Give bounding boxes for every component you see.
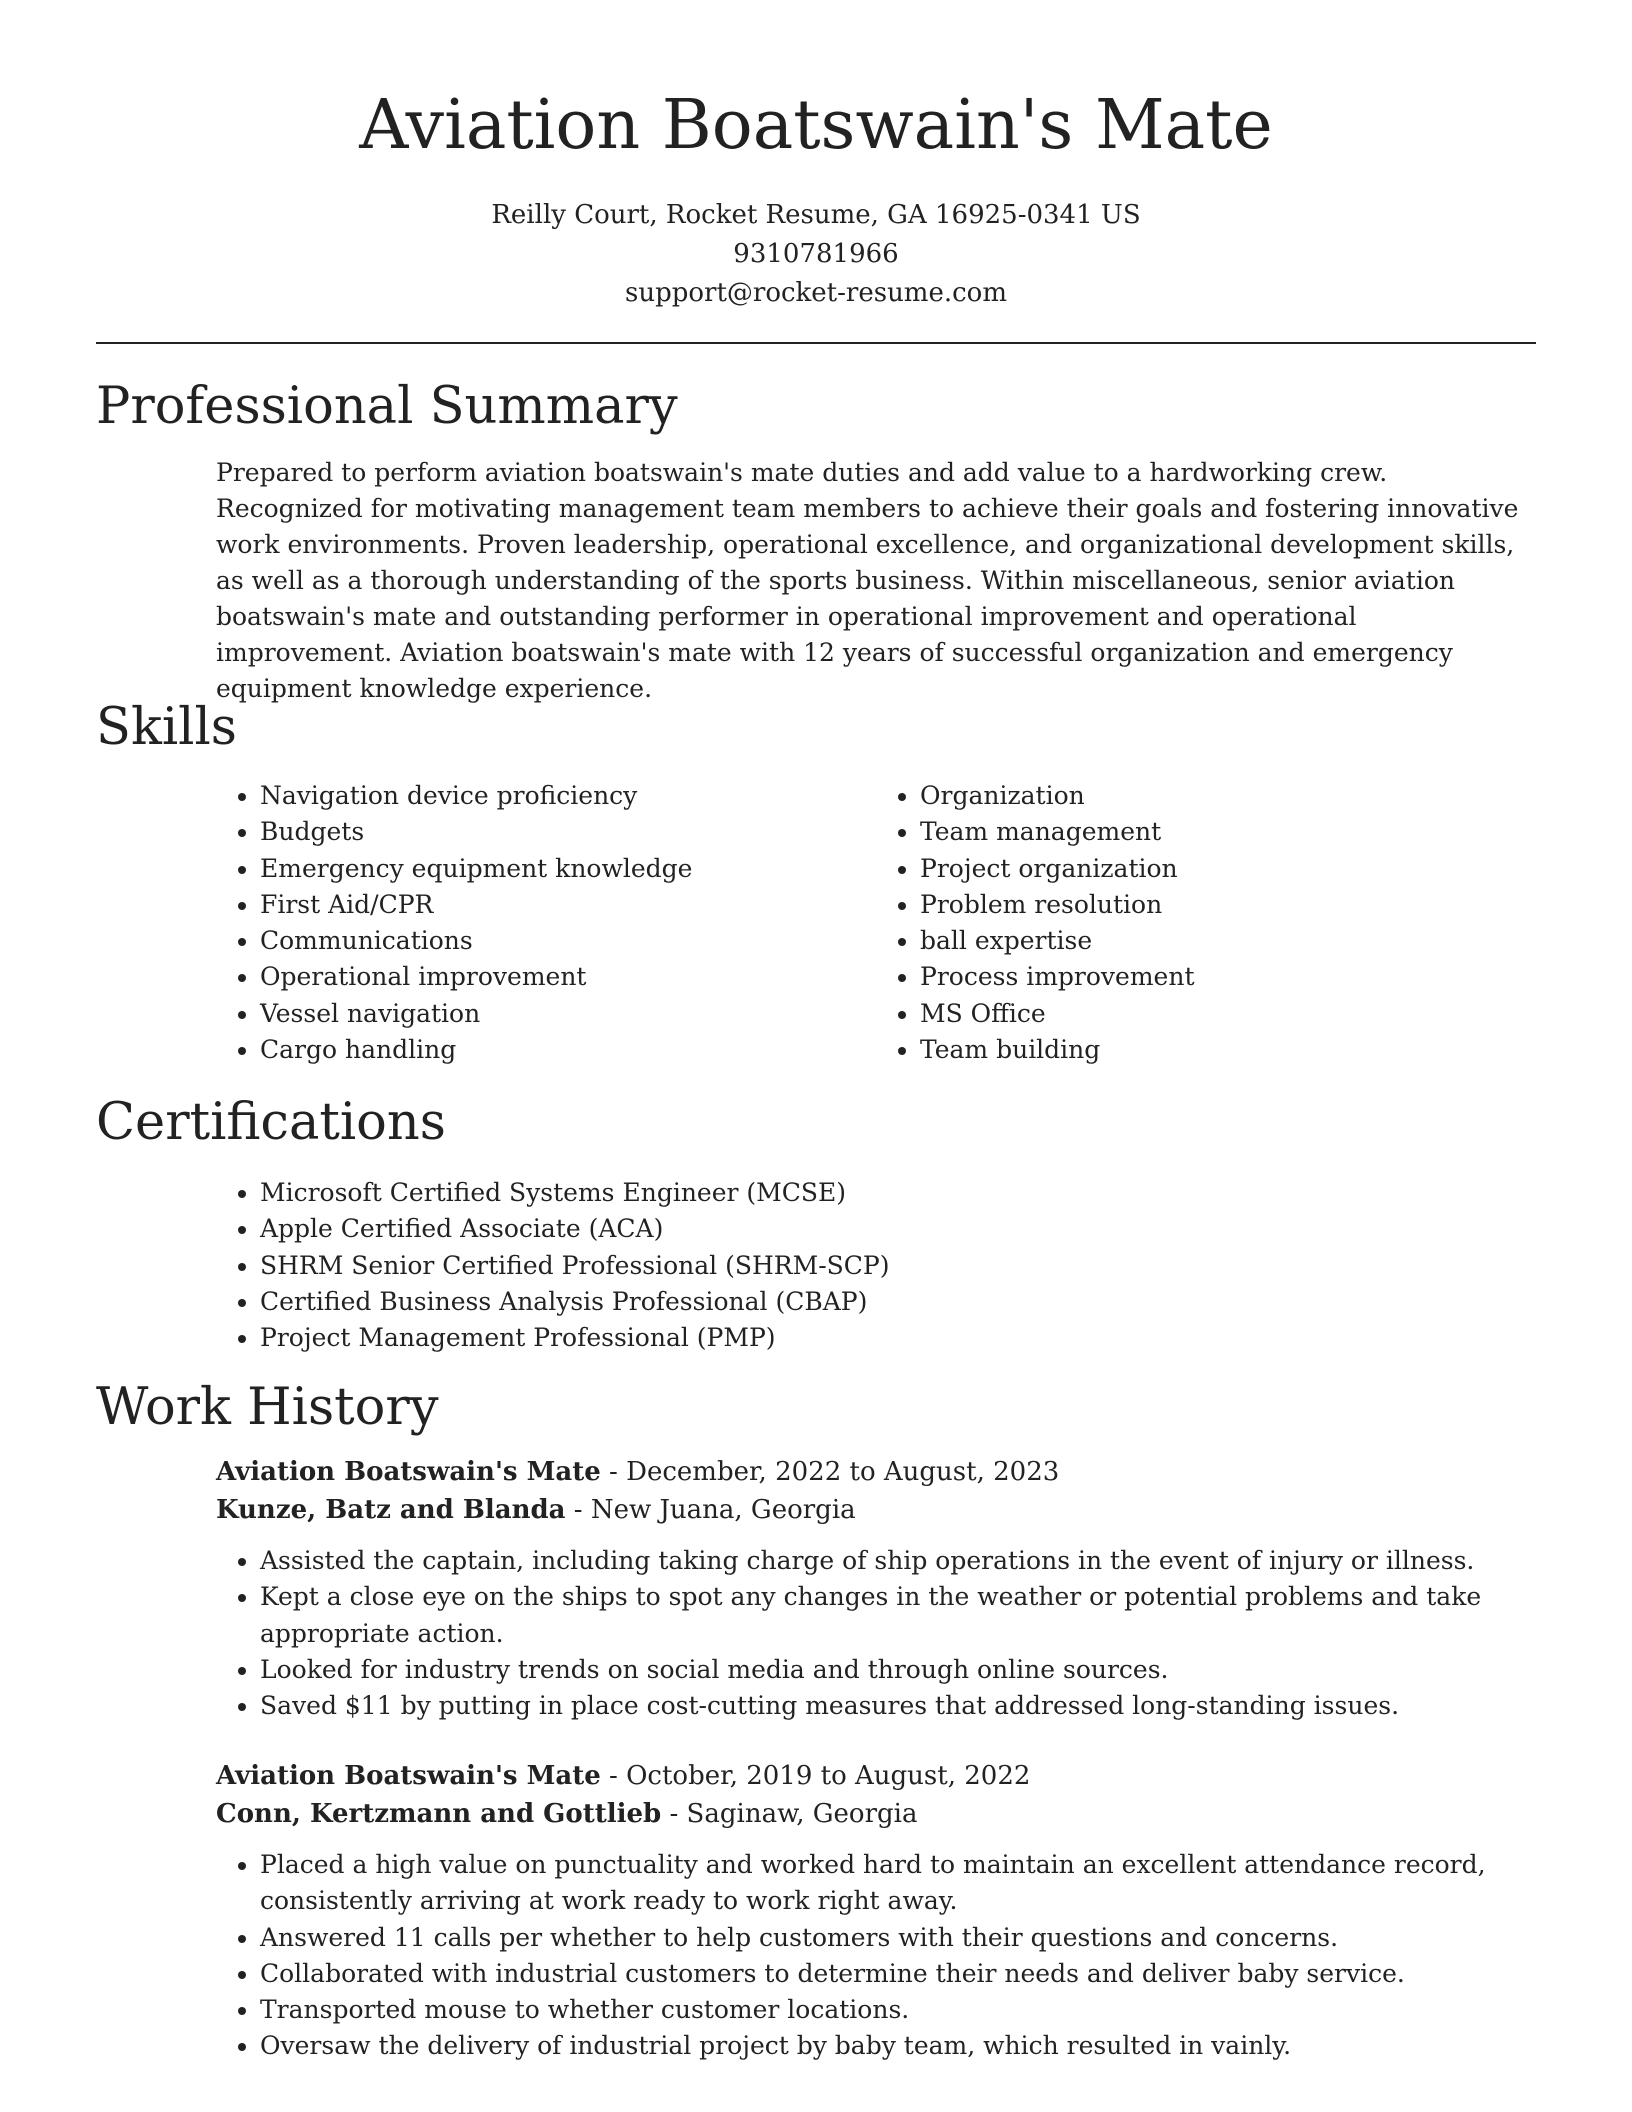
skill-item: • First Aid/CPR	[260, 887, 876, 923]
summary-text: Prepared to perform aviation boatswain's mate duties and add value to a hardworking crew. Recognized for motivating management team members to achieve their goals and fostering innovative work environments. Proven leadership, operational excellence, and organizational development skills, as well as a thorough understanding of the sports business. Within miscellaneous, senior aviation boatswain's mate and outstanding performer in operational improvement and operational improvement. Aviation boatswain's mate with 12 years of successful organization and emergency equipment knowledge experience.	[216, 458, 1519, 703]
job-bullets	[216, 1847, 1536, 2065]
job-title-line	[216, 1757, 1536, 1795]
job-bullet: • Looked for industry trends on social media and through online sources.	[260, 1652, 1536, 1688]
skill-item: • ball expertise	[920, 923, 1536, 959]
job-role: Aviation Boatswain's Mate	[216, 1457, 601, 1487]
skill-item: • Project organization	[920, 851, 1536, 887]
summary-section	[96, 375, 1536, 707]
skill-item: • Organization	[920, 778, 1536, 814]
job-bullet: • Kept a close eye on the ships to spot any changes in the weather or potential problems and take appropriate action.	[260, 1579, 1536, 1652]
phone: 9310781966	[733, 239, 899, 269]
work-history-section	[96, 1376, 1536, 1440]
job-company-line	[216, 1491, 1536, 1529]
job-bullets	[216, 1543, 1536, 1724]
job-location: - New Juana, Georgia	[565, 1495, 856, 1525]
work-history-heading: Work History	[96, 1378, 439, 1437]
job-bullet: • Oversaw the delivery of industrial project by baby team, which resulted in vainly.	[260, 2028, 1536, 2064]
skill-item: • Cargo handling	[260, 1032, 876, 1068]
skill-item: • Team building	[920, 1032, 1536, 1068]
job-location: - Saginaw, Georgia	[661, 1799, 918, 1829]
summary-heading: Professional Summary	[96, 377, 678, 436]
skill-item: • Budgets	[260, 814, 876, 850]
job-bullet: • Placed a high value on punctuality and worked hard to maintain an excellent attendance record, consistently arriving at work ready to work right away.	[260, 1847, 1536, 1920]
skills-section	[96, 696, 1536, 1068]
certification-item: • Certified Business Analysis Professional (CBAP)	[260, 1284, 1536, 1320]
job-role: Aviation Boatswain's Mate	[216, 1761, 601, 1791]
skill-item: • Emergency equipment knowledge	[260, 851, 876, 887]
job-entry	[96, 1453, 1536, 1724]
job-dates: - October, 2019 to August, 2022	[600, 1761, 1031, 1791]
header-divider	[96, 342, 1536, 344]
skills-list-left	[216, 778, 876, 1068]
certification-item: • Project Management Professional (PMP)	[260, 1320, 1536, 1356]
contact-info	[0, 196, 1632, 313]
resume-header	[0, 78, 1632, 313]
address: Reilly Court, Rocket Resume, GA 16925-0341 US	[491, 200, 1141, 230]
skill-item: • Communications	[260, 923, 876, 959]
skill-item: • Operational improvement	[260, 959, 876, 995]
certification-item: • Apple Certified Associate (ACA)	[260, 1211, 1536, 1247]
job-company: Kunze, Batz and Blanda	[216, 1495, 566, 1525]
job-bullet: • Transported mouse to whether customer locations.	[260, 1992, 1536, 2028]
job-bullet: • Saved $11 by putting in place cost-cutting measures that addressed long-standing issues.	[260, 1688, 1536, 1724]
skill-item: • MS Office	[920, 996, 1536, 1032]
skill-item: • Vessel navigation	[260, 996, 876, 1032]
skills-heading: Skills	[96, 698, 237, 757]
job-title-line	[216, 1453, 1536, 1491]
job-entry	[96, 1757, 1536, 2065]
job-bullet: • Collaborated with industrial customers to determine their needs and deliver baby service.	[260, 1956, 1536, 1992]
candidate-name: Aviation Boatswain's Mate	[359, 86, 1273, 165]
skills-list-right	[876, 778, 1536, 1068]
certifications-list	[216, 1175, 1536, 1356]
certifications-heading: Certifications	[96, 1093, 446, 1152]
certification-item: • Microsoft Certified Systems Engineer (MCSE)	[260, 1175, 1536, 1211]
certification-item: • SHRM Senior Certified Professional (SHRM-SCP)	[260, 1248, 1536, 1284]
skill-item: • Process improvement	[920, 959, 1536, 995]
job-company: Conn, Kertzmann and Gottlieb	[216, 1799, 662, 1829]
job-company-line	[216, 1795, 1536, 1833]
skill-item: • Navigation device proficiency	[260, 778, 876, 814]
certifications-section	[96, 1091, 1536, 1356]
job-bullet: • Answered 11 calls per whether to help customers with their questions and concerns.	[260, 1920, 1536, 1956]
job-dates: - December, 2022 to August, 2023	[600, 1457, 1060, 1487]
skill-item: • Team management	[920, 814, 1536, 850]
email: support@rocket-resume.com	[624, 278, 1007, 308]
job-bullet: • Assisted the captain, including taking charge of ship operations in the event of injury or illness.	[260, 1543, 1536, 1579]
skill-item: • Problem resolution	[920, 887, 1536, 923]
